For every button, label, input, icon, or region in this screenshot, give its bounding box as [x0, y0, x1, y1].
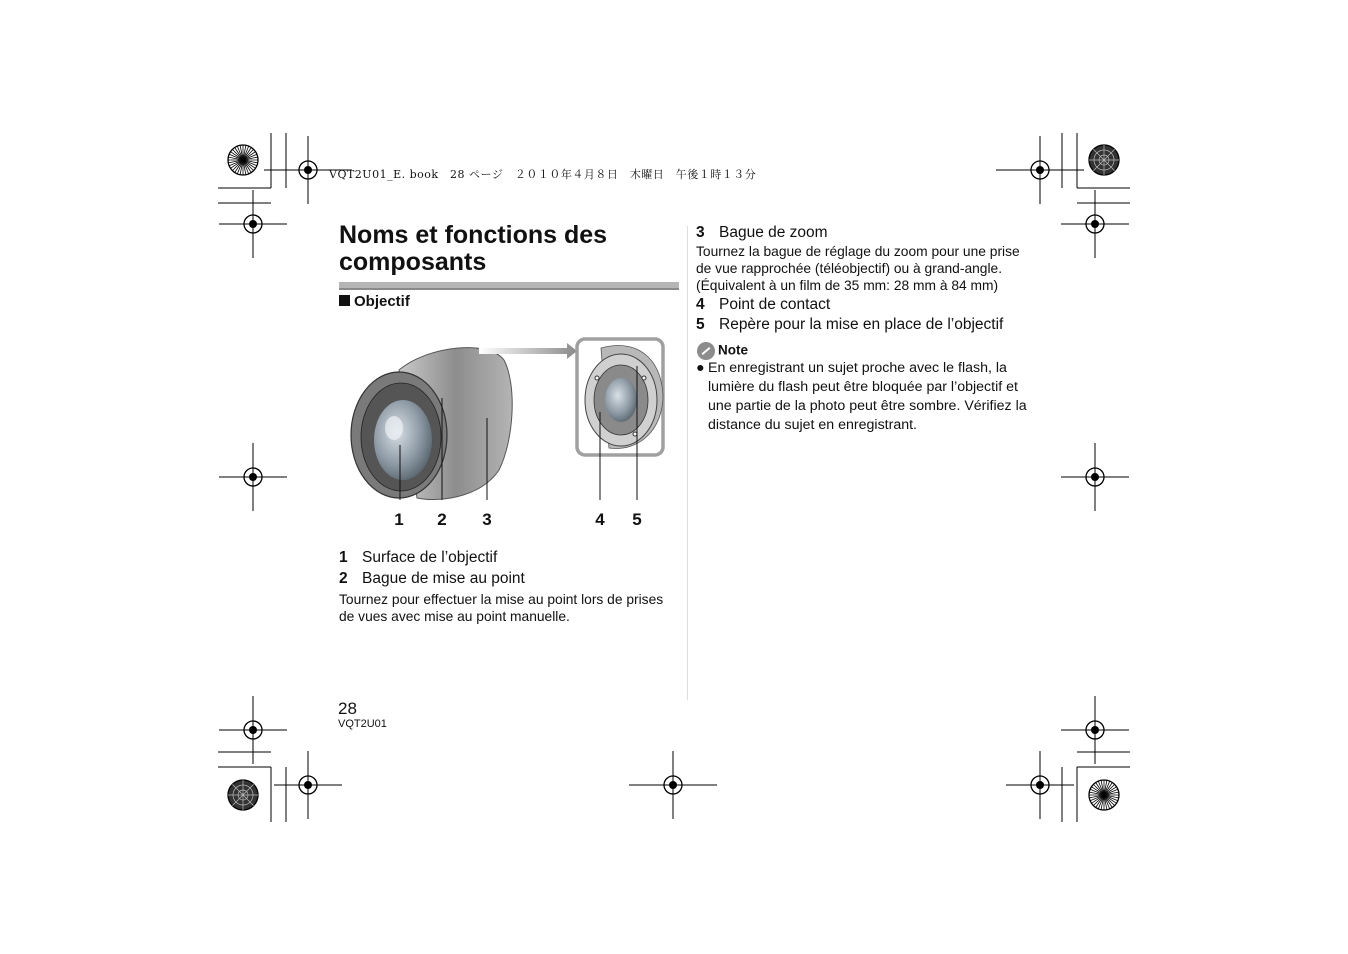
lens-rear-view — [577, 339, 663, 455]
lens-front-view — [351, 348, 512, 500]
page-title: Noms et fonctions des composants — [339, 221, 608, 276]
part-item-3: 3 Bague de zoom — [696, 224, 828, 241]
part-item-2-desc: Tournez pour effectuer la mise au point lors de prises de vues avec mise au point manuelle. — [339, 592, 664, 624]
print-header: VQT2U01_E. book 28 ページ ２０１０年４月８日 木曜日 午後１時１３分 — [329, 168, 757, 181]
callout-2: 2 — [437, 510, 447, 529]
title-rule — [339, 282, 679, 290]
lens-illustration — [339, 330, 679, 540]
section-heading: Objectif — [339, 293, 410, 310]
square-bullet-icon — [339, 295, 350, 306]
callout-4: 4 — [595, 510, 605, 529]
page-number: 28 — [338, 699, 357, 718]
document-code: VQT2U01 — [338, 718, 387, 730]
note-heading: Note — [697, 342, 748, 360]
callout-3: 3 — [482, 510, 492, 529]
part-item-2: 2 Bague de mise au point — [339, 570, 525, 587]
note-text: En enregistrant un sujet proche avec le flash, la lumière du flash peut être bloquée par l’objectif et une partie de la photo peut être sombre. Vérifiez la distance du sujet en enregistrant. — [708, 360, 1027, 433]
column-divider — [687, 226, 688, 700]
note-body — [696, 359, 1036, 435]
part-item-3-desc: Tournez la bague de réglage du zoom pour une prise de vue rapprochée (téléobjectif) ou à grand-angle. (Équivalent à un film de 35 mm: 28 mm à 84 mm) — [696, 244, 1020, 293]
callout-5: 5 — [632, 510, 642, 529]
part-item-4: 4 Point de contact — [696, 296, 831, 313]
part-item-5: 5 Repère pour la mise en place de l’objectif — [696, 316, 1004, 333]
callout-1: 1 — [394, 510, 404, 529]
pencil-note-icon — [697, 342, 715, 360]
note-bullet: ● — [696, 360, 705, 376]
part-item-1: 1 Surface de l’objectif — [339, 549, 498, 566]
